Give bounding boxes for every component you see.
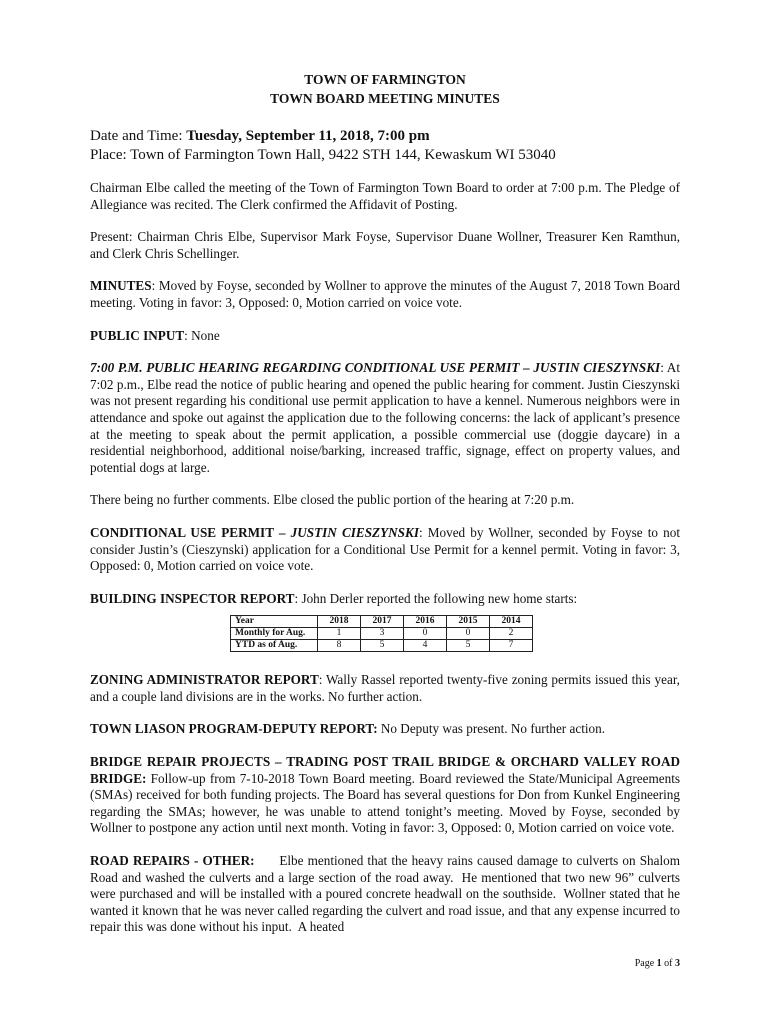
table-header-cell: 2017	[361, 616, 404, 628]
bridge-paragraph	[90, 754, 680, 837]
conditional-use-applicant: JUSTIN CIESZYNSKI	[290, 524, 419, 540]
table-header-cell: Year	[231, 616, 318, 628]
date-time-line	[90, 127, 680, 146]
conditional-use-text: : Moved by Wollner, seconded by Foyse to not consider Justin’s (Cieszynski) application for a Conditional Use Permit for a kennel permit. Voting in favor: 3, Opposed: 0, Motion carried on voice vote.	[90, 524, 680, 574]
page-total: 3	[675, 958, 680, 969]
town-name: TOWN OF FARMINGTON	[304, 72, 466, 87]
table-header-cell: 2018	[318, 616, 361, 628]
table-cell: 8	[318, 640, 361, 652]
table-header-cell: 2014	[490, 616, 533, 628]
minutes-paragraph	[90, 278, 680, 311]
minutes-text: : Moved by Foyse, seconded by Wollner to approve the minutes of the August 7, 2018 Town Board meeting. Voting in favor: 3, Opposed: 0, Motion carried on voice vote.	[90, 278, 680, 310]
zoning-paragraph	[90, 672, 680, 705]
public-input-paragraph	[90, 328, 680, 345]
building-inspector-paragraph	[90, 591, 680, 608]
date-label: Date and Time:	[90, 128, 187, 144]
table-cell: 5	[447, 640, 490, 652]
hearing-closed-paragraph: There being no further comments. Elbe closed the public portion of the hearing at 7:20 p.m.	[90, 492, 575, 508]
table-cell: 7	[490, 640, 533, 652]
page-prefix: Page	[634, 958, 657, 969]
place-line: Place: Town of Farmington Town Hall, 9422 STH 144, Kewaskum WI 53040	[90, 147, 556, 163]
building-inspector-text: : John Derler reported the following new home starts:	[294, 590, 578, 606]
conditional-use-label: CONDITIONAL USE PERMIT –	[90, 524, 291, 540]
opening-paragraph: Chairman Elbe called the meeting of the Town of Farmington Town Board to order at 7:00 p.m. The Pledge of Allegiance was recited. The Clerk confirmed the Affidavit of Posting.	[90, 180, 680, 212]
table-row	[231, 640, 533, 652]
table-header-row	[231, 616, 533, 628]
page-number	[635, 958, 680, 969]
public-hearing-text: : At 7:02 p.m., Elbe read the notice of public hearing and opened the public hearing for comment. Justin Cieszynski was not present regarding his conditional use permit application to have a kennel. Numerous neighbors were in attendance and spoke out against the application due to the following concerns: the lack of applicant’s presence at the meeting to speak about the permit application, a possible commercial use (doggie daycare) in a residential neighborhood, additional noise/barking, increased traffic, signage, effect on property values, and potential dogs at large.	[90, 360, 680, 475]
public-input-text: : None	[184, 327, 220, 343]
table-header-cell: 2016	[404, 616, 447, 628]
public-hearing-label: 7:00 P.M. PUBLIC HEARING REGARDING CONDITIONAL USE PERMIT – JUSTIN CIESZYNSKI	[90, 360, 661, 376]
liason-label: TOWN LIASON PROGRAM-DEPUTY REPORT:	[90, 721, 378, 737]
public-hearing-paragraph	[90, 360, 680, 476]
liason-text: No Deputy was present. No further action.	[377, 721, 606, 737]
table-cell: 0	[447, 628, 490, 640]
present-paragraph: Present: Chairman Chris Elbe, Supervisor Mark Foyse, Supervisor Duane Wollner, Treasurer Ken Ramthun, and Clerk Chris Schellinger.	[90, 229, 680, 261]
home-starts-table	[230, 615, 533, 652]
document-title: TOWN BOARD MEETING MINUTES	[270, 91, 500, 106]
road-repairs-text: Elbe mentioned that the heavy rains caused damage to culverts on Shalom Road and washed the culverts and a large section of the road away. He mentioned that two new 96” culverts were purchased and will be installed with a poured concrete headwall on the southside. Wollner stated that he wanted it known that he was never called regarding the culvert and road issue, and that any expense incurred to repair this was done without his input. A heated	[90, 853, 684, 935]
document-header	[90, 70, 680, 108]
road-repairs-paragraph	[90, 853, 684, 936]
table-cell: 0	[404, 628, 447, 640]
building-inspector-label: BUILDING INSPECTOR REPORT	[90, 590, 295, 606]
minutes-label: MINUTES	[90, 278, 152, 294]
table-cell: 1	[318, 628, 361, 640]
table-cell: 5	[361, 640, 404, 652]
table-row-label: YTD as of Aug.	[231, 640, 318, 652]
date-value: Tuesday, September 11, 2018, 7:00 pm	[186, 128, 430, 144]
table-cell: 3	[361, 628, 404, 640]
bridge-label: BRIDGE REPAIR PROJECTS – TRADING POST TRAIL BRIDGE & ORCHARD VALLEY ROAD BRIDGE:	[90, 754, 680, 786]
zoning-label: ZONING ADMINISTRATOR REPORT	[90, 672, 319, 688]
page-current: 1	[656, 958, 662, 969]
page-of: of	[661, 958, 675, 969]
table-row	[231, 628, 533, 640]
table-row-label: Monthly for Aug.	[231, 628, 318, 640]
liason-paragraph	[90, 721, 680, 738]
table-cell: 4	[404, 640, 447, 652]
table-cell: 2	[490, 628, 533, 640]
table-header-cell: 2015	[447, 616, 490, 628]
public-input-label: PUBLIC INPUT	[90, 327, 185, 343]
conditional-use-paragraph	[90, 525, 680, 575]
road-repairs-label: ROAD REPAIRS - OTHER:	[90, 853, 255, 869]
zoning-text: : Wally Rassel reported twenty-five zoning permits issued this year, and a couple land divisions are in the works. No further action.	[90, 672, 680, 704]
meeting-info	[90, 127, 680, 165]
bridge-text: Follow-up from 7-10-2018 Town Board meeting. Board reviewed the State/Municipal Agreements (SMAs) received for both funding projects. The Board has several questions for Don from Kunkel Engineering regarding the SMAs; however, he was unable to attend tonight’s meeting. Moved by Foyse, seconded by Wollner to postpone any action until next month. Voting in favor: 3, Opposed: 0, Motion carried on voice vote.	[90, 770, 680, 836]
